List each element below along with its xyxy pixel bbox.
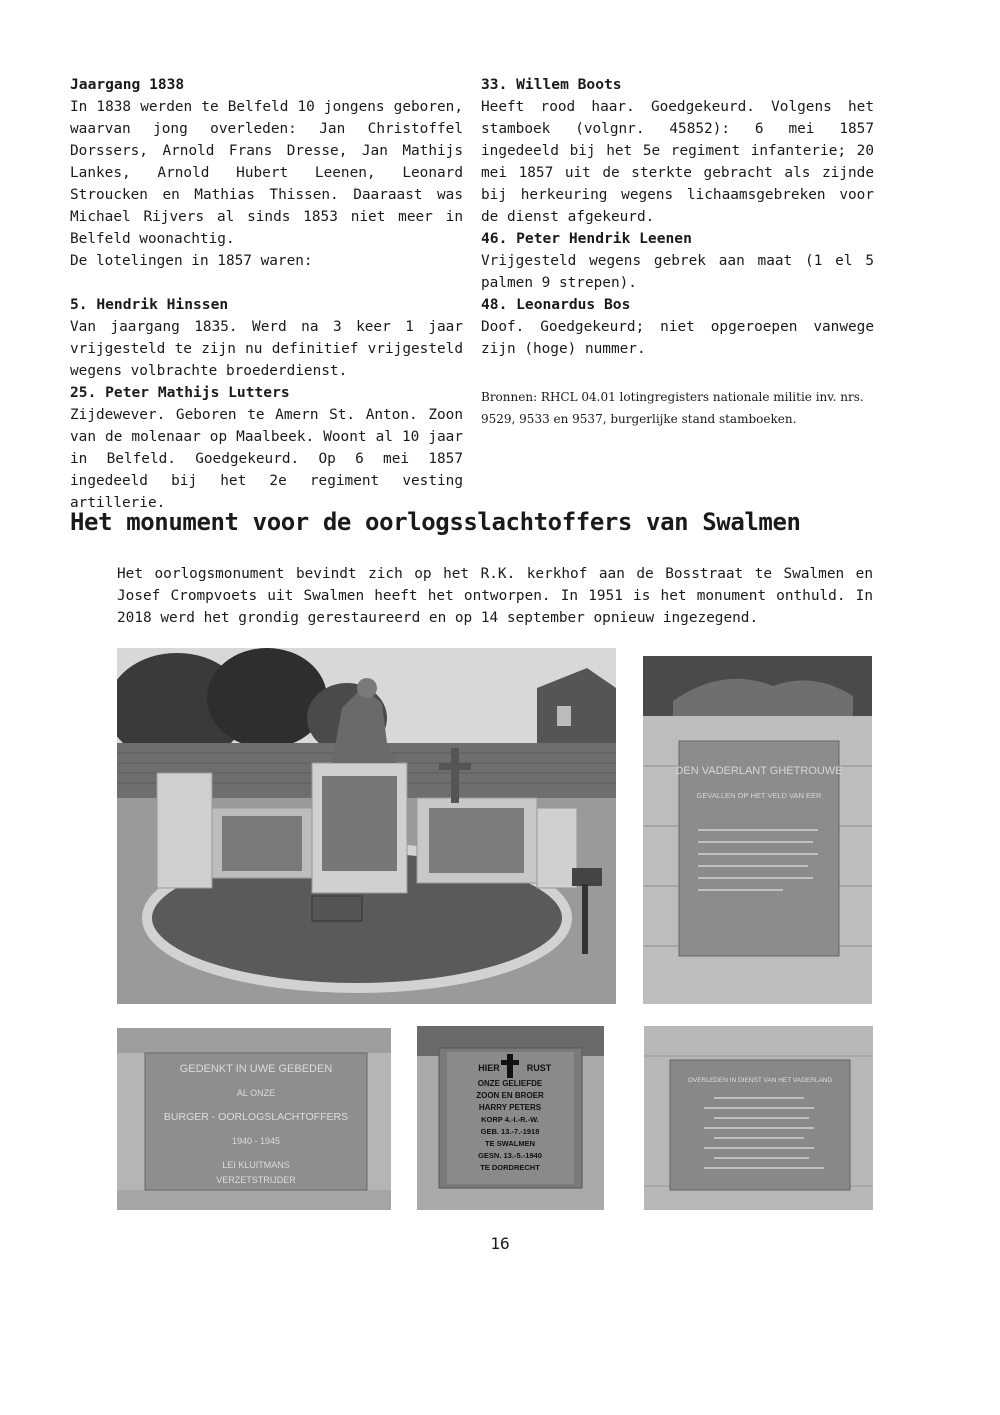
plaque-text: GEDENKT IN UWE GEBEDEN: [179, 1063, 333, 1075]
grave-stone-photo: [417, 1026, 604, 1210]
grave-text: HIER: [478, 1063, 500, 1073]
plaque-text: AL ONZE: [236, 1088, 276, 1098]
grave-text: GEB. 13.-7.-1918: [480, 1127, 540, 1136]
entry-name: 25. Peter Mathijs Lutters: [70, 384, 290, 401]
plaque-text: VERZETSTRIJDER: [216, 1175, 296, 1185]
entry-text: Zijdewever. Geboren te Amern St. Anton. Zoon van de molenaar op Maalbeek. Woont al 10 jaar in Belfeld. Goedgekeurd. Op 6 mei 1857 ingedeeld bij het 2e regiment vesting artillerie.: [70, 407, 463, 511]
entry-name: 5. Hendrik Hinssen: [70, 296, 229, 313]
burger-plaque-photo: [117, 1028, 391, 1210]
section-title: Het monument voor de oorlogsslachtoffers van Swalmen: [70, 508, 801, 536]
sources-note: Bronnen: RHCL 04.01 lotingregisters nationale militie inv. nrs. 9529, 9533 en 9537, burgerlijke stand stamboeken.: [481, 390, 864, 426]
grave-text: KORP 4.-I.-R.-W.: [481, 1115, 539, 1124]
year-heading: Jaargang 1838: [70, 76, 185, 93]
grave-text: HARRY PETERS: [478, 1103, 542, 1112]
year-intro: In 1838 werden te Belfeld 10 jongens geboren, waarvan jong overleden: Jan Christoffel Dorssers, Arnold Frans Dresse, Jan Mathijs Lankes, Arnold Hubert Leenen, Leonard Stroucken en Mathias Thissen. Daaraast was Michael Rijvers al sinds 1853 niet meer in Belfeld woonachtig.: [70, 99, 463, 247]
grave-text: RUST: [526, 1063, 552, 1073]
plaque-text: BURGER - OORLOGSLACHTOFFERS: [163, 1111, 349, 1123]
grave-text: ONZE GELIEFDE: [477, 1079, 543, 1088]
entry-text: Doof. Goedgekeurd; niet opgeroepen vanwege zijn (hoge) nummer.: [481, 319, 874, 357]
right-column: [481, 74, 874, 430]
plaque-text: GEVALLEN OP HET VELD VAN EER: [696, 791, 822, 800]
entry-text: Heeft rood haar. Goedgekeurd. Volgens het stamboek (volgnr. 45852): 6 mei 1857 ingedeeld bij het 5e regiment infanterie; 20 mei 1857 uit de sterkte gebracht als zijnde bij herkeuring wegens lichaamsgebreken voor de dienst afgekeurd.: [481, 99, 874, 225]
plaque-text: 1940 - 1945: [231, 1136, 281, 1146]
grave-text: TE DORDRECHT: [480, 1163, 540, 1172]
plaque-closeup-photo: [643, 656, 872, 1004]
section-intro: Het oorlogsmonument bevindt zich op het R.K. kerkhof aan de Bosstraat te Swalmen en Josef Crompvoets uit Swalmen heeft het ontworpen. In 1951 is het monument onthuld. In 2018 werd het grondig gerestaureerd en op 14 september opnieuw ingezegend.: [117, 566, 873, 626]
entry-name: 48. Leonardus Bos: [481, 296, 631, 313]
grave-text: ZOON EN BROER: [476, 1091, 544, 1100]
plaque-text: OVERLEDEN IN DIENST VAN HET VADERLAND: [687, 1077, 833, 1084]
entry-name: 46. Peter Hendrik Leenen: [481, 230, 692, 247]
page-number: 16: [490, 1234, 510, 1253]
entry-text: Van jaargang 1835. Werd na 3 keer 1 jaar vrijgesteld te zijn nu definitief vrijgesteld wegens volbrachte broederdienst.: [70, 319, 463, 379]
plaque-text: DEN VADERLANT GHETROUWE: [675, 765, 843, 777]
monument-overview-photo: [117, 648, 616, 1004]
grave-text: GESN. 13.-5.-1940: [478, 1151, 542, 1160]
entry-name: 33. Willem Boots: [481, 76, 622, 93]
plaque-text: LEI KLUITMANS: [222, 1160, 290, 1170]
left-column: [70, 74, 463, 514]
ridder-plaque-photo: [644, 1026, 873, 1210]
entry-text: Vrijgesteld wegens gebrek aan maat (1 el 5 palmen 9 strepen).: [481, 253, 874, 291]
lotelingen-line: De lotelingen in 1857 waren:: [70, 253, 313, 269]
grave-text: TE SWALMEN: [485, 1139, 535, 1148]
